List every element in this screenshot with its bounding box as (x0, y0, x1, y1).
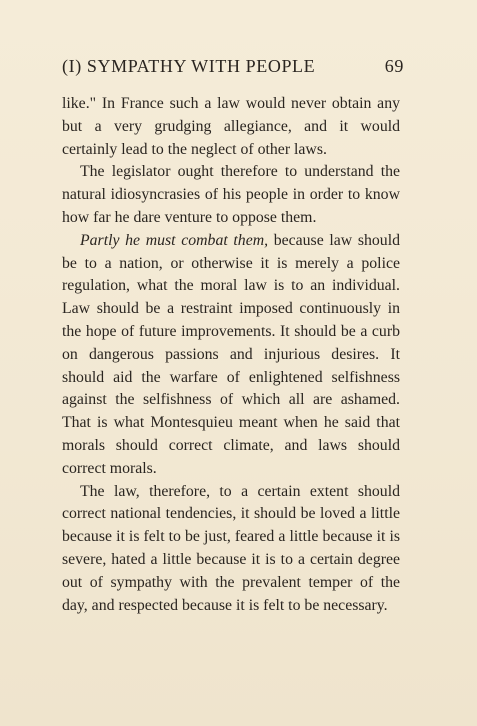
paragraph-3-italic-lead: Partly he must combat them, (80, 231, 269, 249)
paragraph-3-text: because law should be to a nation, or otherwise it is merely a police regulation, what the moral law is to an individual. Law should be a restraint imposed continuously in the hope of future improvements. It should be a curb on dangerous passions and injurious desires. It should aid the warfare of enlightened selfishness against the selfishness of which all are ashamed. That is what Montesquieu meant when he said that morals should correct climate, and laws should correct morals. (62, 231, 400, 477)
page-number: 69 (384, 56, 404, 76)
paragraph-4-text: The law, therefore, to a certain extent should correct national tendencies, it should be loved a little because it is felt to be just, feared a little because it is severe, hated a little because it is to a certain degree out of sympathy with the prevalent temper of the day, and respected because it is felt to be necessary. (62, 482, 400, 614)
paragraph-1-text: like." In France such a law would never obtain any but a very grudging allegiance, and it would certainly lead to the neglect of other laws. (62, 95, 400, 158)
paragraph-2 (62, 161, 400, 229)
paragraph-3 (62, 230, 400, 481)
paragraph-1 (62, 93, 400, 161)
running-header (62, 56, 404, 82)
body-text (62, 93, 400, 617)
paragraph-2-text: The legislator ought therefore to understand the natural idiosyncrasies of his people in order to know how far he dare venture to oppose them. (62, 163, 400, 226)
paragraph-4 (62, 481, 400, 618)
running-title: (I) SYMPATHY WITH PEOPLE (62, 56, 316, 76)
